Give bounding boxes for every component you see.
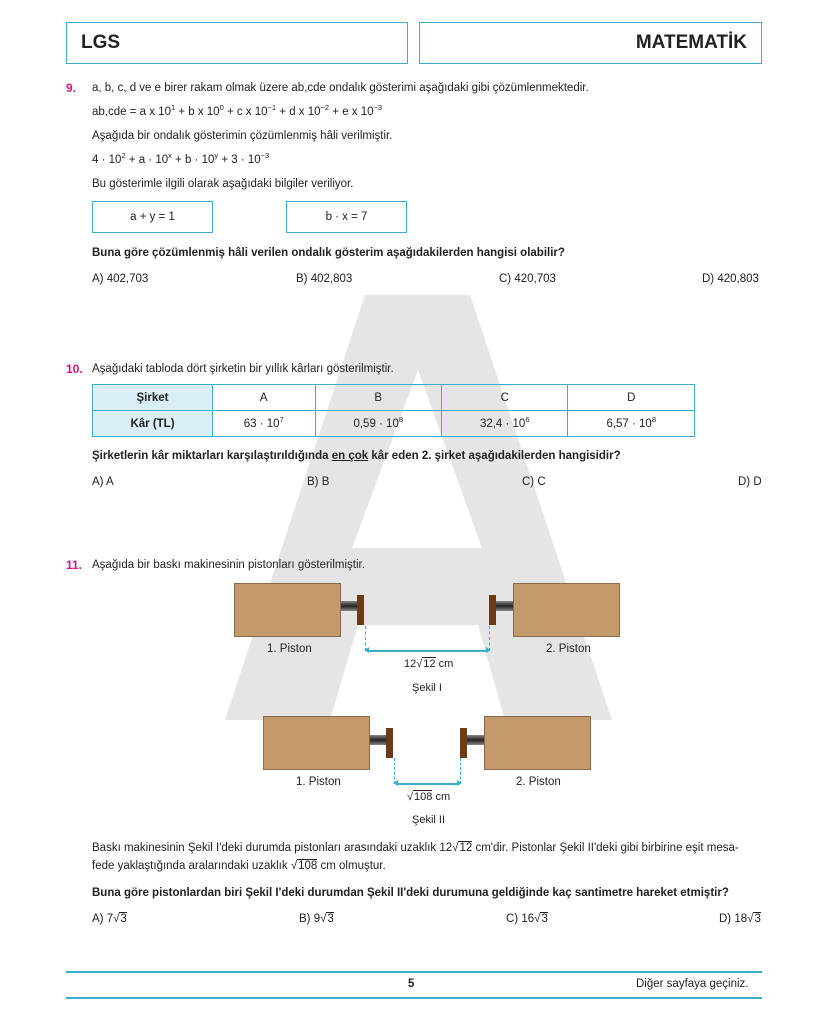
- table-cell: D: [568, 385, 695, 411]
- piston-2-label: 2. Piston: [546, 643, 591, 655]
- table-row: [93, 411, 695, 437]
- q11-text-line1: Baskı makinesinin Şekil I'deki durumda pistonları arasındaki uzaklık 12√12 cm'dir. Pistonlar Şekil II'deki gibi birbirine eşit mesa-: [92, 842, 739, 854]
- piston-1-label: 1. Piston: [267, 643, 312, 655]
- piston-1-body: [234, 583, 341, 637]
- table-cell: B: [315, 385, 441, 411]
- q9-option-b[interactable]: B) 402,803: [296, 273, 353, 285]
- table-cell: $0,59 \cdot 10^8$: [315, 411, 441, 437]
- q9-question: Buna göre çözümlenmiş hâli verilen ondalık gösterim aşağıdakilerden hangisi olabilir?: [92, 247, 565, 259]
- piston-2-rod: [496, 601, 513, 611]
- header-subject-label: MATEMATİK: [419, 22, 762, 64]
- table-cell: C: [441, 385, 567, 411]
- q9-option-c[interactable]: C) 420,703: [499, 273, 556, 285]
- q9-expression: $4 \cdot 10^2 + a \cdot 10^x + b \cdot 10^y + 3 \cdot 10^{-3}$: [92, 151, 270, 166]
- table-row: [93, 385, 695, 411]
- piston-1-rod: [341, 601, 358, 611]
- q9-line3: Bu gösterimle ilgili olarak aşağıdaki bilgiler veriliyor.: [92, 178, 354, 190]
- table-cell: $6,57 \cdot 10^8$: [568, 411, 695, 437]
- table-cell: $63 \cdot 10^7$: [213, 411, 316, 437]
- distance-label: √108 cm: [407, 791, 451, 803]
- table-cell: A: [213, 385, 316, 411]
- q11-option-b[interactable]: B) 9√3: [299, 913, 334, 925]
- profit-table: [92, 384, 695, 437]
- question-9-number: 9.: [66, 81, 77, 95]
- distance-arrow: [396, 783, 459, 785]
- table-cell: $32,4 \cdot 10^6$: [441, 411, 567, 437]
- footer-divider-top: [66, 971, 762, 973]
- q9-option-a[interactable]: A) 402,703: [92, 273, 149, 285]
- piston-1-head: [357, 595, 364, 625]
- distance-arrow: [367, 650, 488, 652]
- piston-2-head: [489, 595, 496, 625]
- q9-formula: ab,cde = a x $10^1 + b$ x $10^0 + c$ x $10^{-1} + d$ x $10^{-2} + e$ x $10^{-3}$: [92, 103, 383, 118]
- q10-option-b[interactable]: B) B: [307, 476, 330, 488]
- piston-2-body: [513, 583, 620, 637]
- figure-1-caption: Şekil I: [412, 682, 442, 694]
- question-10-number: 10.: [66, 362, 83, 376]
- piston-2-body: [484, 716, 591, 770]
- q9-info-box-2: b · x = 7: [286, 201, 407, 233]
- q9-option-d[interactable]: D) 420,803: [702, 273, 759, 285]
- q9-line2: Aşağıda bir ondalık gösterimin çözümlenmiş hâli verilmiştir.: [92, 130, 393, 142]
- figure-2-caption: Şekil II: [412, 814, 446, 826]
- table-header-company: Şirket: [93, 385, 213, 411]
- q10-option-d[interactable]: D) D: [738, 476, 762, 488]
- header-exam-label: LGS: [66, 22, 408, 64]
- table-header-profit: Kâr (TL): [93, 411, 213, 437]
- piston-2-label: 2. Piston: [516, 776, 561, 788]
- footer-divider-bottom: [66, 997, 762, 999]
- q11-intro: Aşağıda bir baskı makinesinin pistonları gösterilmiştir.: [92, 559, 365, 571]
- piston-2-head: [460, 728, 467, 758]
- q11-option-c[interactable]: C) 16√3: [506, 913, 548, 925]
- q9-intro: a, b, c, d ve e birer rakam olmak üzere ab,cde ondalık gösterimi aşağıdaki gibi çözümlenmektedir.: [92, 82, 589, 94]
- piston-1-body: [263, 716, 370, 770]
- question-11-number: 11.: [66, 558, 83, 572]
- q11-option-a[interactable]: A) 7√3: [92, 913, 127, 925]
- piston-1-rod: [370, 735, 387, 745]
- q10-option-c[interactable]: C) C: [522, 476, 546, 488]
- q10-option-a[interactable]: A) A: [92, 476, 114, 488]
- q11-option-d[interactable]: D) 18√3: [719, 913, 761, 925]
- piston-1-head: [386, 728, 393, 758]
- next-page-note: Diğer sayfaya geçiniz.: [636, 978, 749, 990]
- q11-question: Buna göre pistonlardan biri Şekil I'deki durumdan Şekil II'deki durumuna geldiğinde kaç santimetre hareket etmiştir?: [92, 887, 729, 899]
- page-number: 5: [408, 978, 415, 990]
- q9-info-box-1: a + y = 1: [92, 201, 213, 233]
- piston-1-label: 1. Piston: [296, 776, 341, 788]
- q11-text-line2: fede yaklaştığında aralarındaki uzaklık √108 cm olmuştur.: [92, 860, 386, 872]
- q10-question: Şirketlerin kâr miktarları karşılaştırıldığında en çok kâr eden 2. şirket aşağıdakilerden hangisidir?: [92, 450, 621, 462]
- distance-label: 12√12 cm: [404, 658, 454, 670]
- q10-intro: Aşağıdaki tabloda dört şirketin bir yıllık kârları gösterilmiştir.: [92, 363, 394, 375]
- piston-2-rod: [467, 735, 484, 745]
